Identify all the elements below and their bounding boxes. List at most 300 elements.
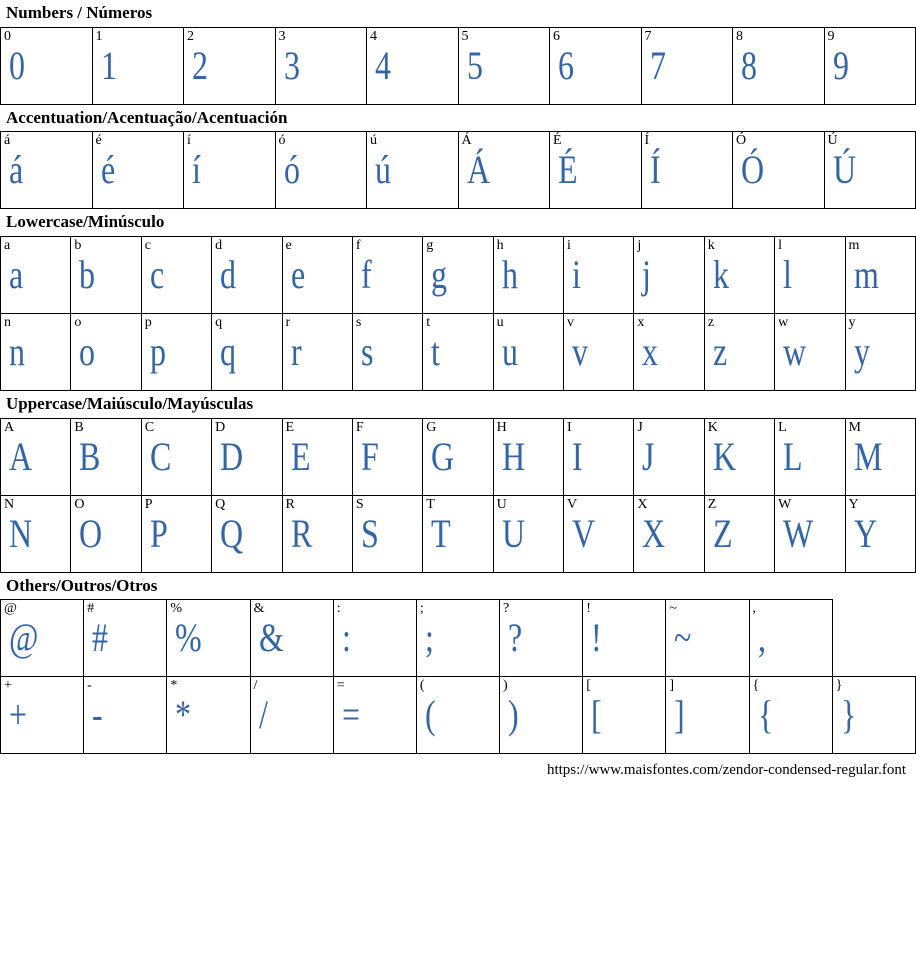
glyph-sample: /: [258, 692, 268, 738]
glyph-sample: y: [853, 329, 870, 375]
glyph-label: y: [848, 315, 856, 331]
glyph-label: R: [285, 496, 295, 512]
glyph-label: ): [503, 678, 508, 694]
glyph-label: :: [336, 601, 341, 617]
glyph-sample: S: [360, 510, 379, 556]
section-title-others: Others/Outros/Otros: [6, 575, 158, 595]
glyph-cell: [1, 237, 71, 314]
glyph-label: g: [426, 238, 434, 254]
glyph-label: 3: [278, 28, 286, 44]
glyph-label: O: [74, 496, 85, 512]
glyph-sample: Q: [220, 510, 244, 556]
glyph-sample: p: [149, 329, 166, 375]
glyph-label: ;: [419, 601, 424, 617]
section-uppercase: [0, 391, 916, 573]
glyph-cell: [775, 314, 845, 391]
glyph-cell: [704, 314, 774, 391]
glyph-label: d: [215, 238, 223, 254]
glyph-label: k: [707, 238, 715, 254]
glyph-cell: [1, 677, 84, 754]
glyph-label: N: [4, 496, 15, 512]
glyph-sample: í: [192, 147, 201, 193]
glyph-sample: b: [79, 252, 96, 298]
glyph-cell: [845, 495, 916, 572]
glyph-cell: [564, 314, 634, 391]
glyph-cell: [141, 237, 211, 314]
glyph-sample: v: [572, 329, 588, 375]
glyph-sample: c: [149, 252, 164, 298]
table-row: [1, 418, 916, 495]
glyph-sample: F: [360, 433, 379, 479]
glyph-sample: ]: [674, 692, 686, 738]
glyph-label: Y: [848, 496, 859, 512]
glyph-label: h: [496, 238, 504, 254]
glyph-sample: j: [642, 252, 652, 298]
glyph-label: v: [567, 315, 574, 331]
glyph-label: á: [4, 133, 11, 149]
glyph-sample: 4: [375, 42, 391, 88]
glyph-cell: [500, 677, 583, 754]
glyph-cell: [458, 27, 550, 104]
glyph-sample: +: [9, 692, 28, 738]
glyph-sample: 8: [741, 42, 757, 88]
glyph-sample: %: [175, 615, 203, 661]
table-row: [1, 495, 916, 572]
glyph-sample: e: [290, 252, 305, 298]
glyph-sample: ;: [424, 615, 434, 661]
section-title-lowercase: Lowercase/Minúsculo: [6, 212, 165, 232]
glyph-sample: o: [79, 329, 96, 375]
glyph-sample: l: [783, 252, 793, 298]
glyph-label: É: [553, 133, 562, 149]
glyph-label: +: [4, 678, 12, 694]
glyph-cell: [184, 132, 276, 209]
glyph-sample: 9: [832, 42, 849, 88]
glyph-cell: [824, 27, 916, 104]
glyph-cell: [71, 495, 141, 572]
glyph-label: c: [144, 238, 151, 254]
glyph-cell: [500, 600, 583, 677]
glyph-cell: [564, 418, 634, 495]
glyph-label: 6: [553, 28, 560, 44]
glyph-sample: t: [431, 329, 441, 375]
glyph-sample: z: [712, 329, 727, 375]
glyph-cell: [666, 677, 749, 754]
glyph-cell: [564, 495, 634, 572]
glyph-label: B: [74, 419, 84, 435]
glyph-label: ó: [278, 133, 286, 149]
glyph-cell: [250, 600, 333, 677]
glyph-sample: D: [220, 433, 244, 479]
glyph-label: M: [848, 419, 861, 435]
glyph-cell: [704, 418, 774, 495]
glyph-cell: [458, 132, 550, 209]
glyph-label: 5: [461, 28, 469, 44]
glyph-label: Ó: [736, 133, 747, 149]
glyph-sample: @: [9, 615, 39, 661]
glyph-table-lowercase: [0, 236, 916, 391]
glyph-cell: [1, 27, 93, 104]
glyph-label: K: [707, 419, 718, 435]
table-row: [1, 132, 916, 209]
glyph-label: u: [496, 315, 504, 331]
glyph-cell: [493, 237, 563, 314]
glyph-label: ]: [669, 678, 675, 694]
glyph-sample: ,: [757, 615, 766, 661]
glyph-label: m: [848, 238, 860, 254]
glyph-sample: 5: [466, 42, 483, 88]
glyph-sample: x: [642, 329, 659, 375]
glyph-sample: 3: [283, 42, 300, 88]
glyph-cell: [352, 418, 422, 495]
glyph-label: p: [144, 315, 152, 331]
glyph-sample: Ú: [832, 147, 856, 193]
glyph-label: X: [637, 496, 648, 512]
glyph-label: E: [285, 419, 295, 435]
glyph-label: W: [778, 496, 792, 512]
glyph-label: C: [144, 419, 155, 435]
glyph-cell: [564, 237, 634, 314]
glyph-cell: [416, 600, 499, 677]
glyph-cell: [634, 314, 704, 391]
glyph-sample: B: [79, 433, 101, 479]
glyph-label: T: [426, 496, 435, 512]
glyph-sample: O: [79, 510, 103, 556]
glyph-cell: [367, 132, 459, 209]
glyph-label: 2: [187, 28, 194, 44]
glyph-sample: }: [840, 692, 857, 738]
glyph-cell: [749, 677, 832, 754]
glyph-sample: 2: [192, 42, 208, 88]
glyph-label: f: [355, 238, 361, 254]
glyph-label: 8: [736, 28, 743, 44]
glyph-label: I: [567, 419, 572, 435]
glyph-sample: u: [501, 329, 518, 375]
glyph-cell: [71, 314, 141, 391]
glyph-sample: V: [572, 510, 596, 556]
glyph-cell: [71, 418, 141, 495]
glyph-cell: [583, 600, 666, 677]
glyph-label: 0: [4, 28, 11, 44]
glyph-cell: [141, 495, 211, 572]
glyph-cell: [423, 418, 493, 495]
glyph-label: U: [496, 496, 507, 512]
glyph-sample: {: [757, 692, 773, 738]
glyph-label: P: [144, 496, 153, 512]
glyph-cell: [184, 27, 276, 104]
glyph-sample: R: [290, 510, 312, 556]
glyph-cell: [733, 27, 825, 104]
glyph-cell: [92, 132, 184, 209]
glyph-label: s: [355, 315, 362, 331]
glyph-label: V: [567, 496, 578, 512]
glyph-cell: [423, 237, 493, 314]
glyph-cell: [212, 314, 282, 391]
glyph-sample: L: [783, 433, 803, 479]
glyph-sample: [: [591, 692, 602, 738]
glyph-cell: [212, 495, 282, 572]
glyph-cell: [92, 27, 184, 104]
glyph-sample: i: [572, 252, 581, 298]
glyph-sample: ): [508, 692, 519, 738]
glyph-sample: n: [9, 329, 25, 375]
table-row: [1, 314, 916, 391]
glyph-label: q: [215, 315, 223, 331]
glyph-cell: [845, 237, 916, 314]
glyph-label: /: [253, 678, 258, 694]
glyph-sample: Y: [853, 510, 877, 556]
glyph-cell: [423, 495, 493, 572]
glyph-cell: [775, 237, 845, 314]
glyph-cell: [84, 677, 167, 754]
glyph-cell: [282, 495, 352, 572]
glyph-sample: Í: [649, 147, 661, 193]
glyph-sample: Ó: [741, 147, 765, 193]
glyph-sample: K: [712, 433, 736, 479]
glyph-cell: [212, 237, 282, 314]
glyph-sample: A: [9, 433, 33, 479]
glyph-label: *: [170, 678, 178, 694]
glyph-sample: T: [431, 510, 451, 556]
glyph-cell: [704, 495, 774, 572]
glyph-sample: &: [258, 615, 284, 661]
glyph-label: 1: [95, 28, 103, 44]
glyph-sample: 7: [649, 42, 666, 88]
glyph-label: é: [95, 133, 102, 149]
glyph-sample: h: [501, 252, 518, 298]
section-others: [0, 573, 916, 755]
glyph-label: -: [87, 678, 92, 694]
glyph-table-others: [0, 599, 916, 754]
glyph-sample: G: [431, 433, 455, 479]
glyph-cell: [71, 237, 141, 314]
glyph-cell: [423, 314, 493, 391]
glyph-label: r: [285, 315, 291, 331]
glyph-cell: [1, 495, 71, 572]
glyph-sample: r: [290, 329, 302, 375]
glyph-sample: ?: [508, 615, 523, 661]
glyph-label: ~: [669, 601, 677, 617]
glyph-sample: =: [341, 692, 360, 738]
glyph-label: Í: [644, 133, 650, 149]
glyph-cell: [352, 495, 422, 572]
glyph-label: 7: [644, 28, 652, 44]
glyph-table-accentuation: [0, 131, 916, 209]
glyph-cell: [1, 314, 71, 391]
glyph-cell: [641, 27, 733, 104]
glyph-sample: É: [558, 147, 578, 193]
glyph-cell: [832, 677, 915, 754]
table-row: [1, 600, 916, 677]
glyph-sample: ó: [283, 147, 300, 193]
glyph-cell: [634, 237, 704, 314]
glyph-label: @: [4, 601, 17, 617]
section-numbers: [0, 0, 916, 105]
glyph-label: l: [778, 238, 783, 254]
glyph-sample: W: [783, 510, 814, 556]
section-accentuation: [0, 105, 916, 210]
glyph-label: i: [567, 238, 571, 254]
glyph-label: ú: [370, 133, 377, 149]
glyph-label: x: [637, 315, 645, 331]
glyph-sample: q: [220, 329, 237, 375]
glyph-cell: [775, 418, 845, 495]
glyph-label: J: [637, 419, 643, 435]
glyph-cell: [352, 314, 422, 391]
glyph-cell: [212, 418, 282, 495]
glyph-sample: w: [783, 329, 807, 375]
glyph-sample: M: [853, 433, 882, 479]
glyph-cell: [550, 132, 642, 209]
glyph-cell: [749, 600, 832, 677]
glyph-cell: [493, 314, 563, 391]
glyph-sample: *: [175, 692, 192, 738]
glyph-label: [: [586, 678, 591, 694]
glyph-cell: [824, 132, 916, 209]
glyph-sample: 1: [100, 42, 117, 88]
glyph-cell: [634, 418, 704, 495]
glyph-sample: !: [591, 615, 602, 661]
glyph-sample: #: [92, 615, 109, 661]
glyph-label: }: [835, 678, 843, 694]
glyph-cell: [416, 677, 499, 754]
glyph-cell: [845, 314, 916, 391]
table-row: [1, 27, 916, 104]
glyph-sample: :: [341, 615, 351, 661]
glyph-label: Ú: [827, 133, 838, 149]
glyph-sample: P: [149, 510, 168, 556]
glyph-cell: [733, 132, 825, 209]
glyph-label: Á: [461, 133, 472, 149]
glyph-label: e: [285, 238, 292, 254]
glyph-cell: [333, 677, 416, 754]
glyph-label: o: [74, 315, 82, 331]
glyph-sample: s: [360, 329, 374, 375]
glyph-cell: [666, 600, 749, 677]
glyph-label: H: [496, 419, 507, 435]
table-row: [1, 677, 916, 754]
glyph-cell: [704, 237, 774, 314]
glyph-sample: X: [642, 510, 666, 556]
glyph-label: A: [4, 419, 15, 435]
glyph-label: b: [74, 238, 82, 254]
glyph-cell: [352, 237, 422, 314]
glyph-cell: [167, 600, 250, 677]
glyph-cell: [367, 27, 459, 104]
glyph-sample: é: [100, 147, 115, 193]
glyph-label: Q: [215, 496, 226, 512]
glyph-cell: [775, 495, 845, 572]
glyph-sample: I: [572, 433, 583, 479]
glyph-cell: [583, 677, 666, 754]
glyph-table-uppercase: [0, 418, 916, 573]
glyph-sample: N: [9, 510, 33, 556]
source-url[interactable]: https://www.maisfontes.com/zendor-condensed-regular.font: [546, 762, 906, 779]
glyph-cell: [141, 314, 211, 391]
glyph-sample: Á: [466, 147, 490, 193]
glyph-sample: H: [501, 433, 525, 479]
glyph-label: 9: [827, 28, 835, 44]
glyph-label: w: [778, 315, 789, 331]
glyph-sample: 0: [9, 42, 25, 88]
glyph-label: G: [426, 419, 437, 435]
section-title-accentuation: Accentuation/Acentuação/Acentuación: [6, 107, 288, 127]
glyph-sample: -: [92, 692, 103, 738]
glyph-label: D: [215, 419, 226, 435]
glyph-cell: [84, 600, 167, 677]
glyph-sample: C: [149, 433, 172, 479]
glyph-cell: [493, 495, 563, 572]
glyph-cell: [275, 132, 367, 209]
glyph-cell: [1, 600, 84, 677]
section-lowercase: [0, 209, 916, 391]
glyph-label: 4: [370, 28, 377, 44]
glyph-label: n: [4, 315, 11, 331]
glyph-sample: d: [220, 252, 237, 298]
glyph-cell: [141, 418, 211, 495]
table-row: [1, 237, 916, 314]
glyph-cell: [634, 495, 704, 572]
glyph-cell: [550, 27, 642, 104]
glyph-table-numbers: [0, 27, 916, 105]
glyph-label: {: [752, 678, 760, 694]
glyph-sample: g: [431, 252, 448, 298]
glyph-sample: m: [853, 252, 879, 298]
glyph-label: ,: [752, 601, 757, 617]
section-title-numbers: Numbers / Números: [6, 3, 153, 22]
glyph-sample: E: [290, 433, 311, 479]
glyph-cell: [1, 132, 93, 209]
glyph-cell: [493, 418, 563, 495]
glyph-sample: ú: [375, 147, 391, 193]
glyph-sample: J: [642, 433, 655, 479]
glyph-cell: [282, 314, 352, 391]
glyph-sample: (: [424, 692, 436, 738]
glyph-sample: á: [9, 147, 24, 193]
glyph-label: í: [187, 133, 191, 149]
glyph-label: F: [355, 419, 364, 435]
glyph-label: L: [778, 419, 787, 435]
glyph-cell: [333, 600, 416, 677]
glyph-sample: ~: [674, 615, 692, 661]
glyph-label: #: [87, 601, 95, 617]
glyph-sample: a: [9, 252, 24, 298]
glyph-label: z: [707, 315, 714, 331]
glyph-cell: [641, 132, 733, 209]
glyph-sample: 6: [558, 42, 574, 88]
glyph-label: %: [170, 601, 183, 617]
glyph-sample: f: [360, 252, 372, 298]
section-title-uppercase: Uppercase/Maiúsculo/Mayúsculas: [6, 394, 254, 414]
glyph-cell: [250, 677, 333, 754]
glyph-cell: [282, 237, 352, 314]
glyph-label: !: [586, 601, 591, 617]
glyph-cell: [845, 418, 916, 495]
glyph-label: (: [419, 678, 425, 694]
glyph-label: =: [336, 678, 345, 694]
glyph-cell: [1, 418, 71, 495]
glyph-label: j: [637, 238, 642, 254]
glyph-label: S: [355, 496, 364, 512]
glyph-cell: [282, 418, 352, 495]
glyph-sample: U: [501, 510, 525, 556]
glyph-label: a: [4, 238, 11, 254]
glyph-label: t: [426, 315, 431, 331]
glyph-cell: [275, 27, 367, 104]
glyph-sample: k: [712, 252, 729, 298]
glyph-label: &: [253, 601, 265, 617]
glyph-sample: Z: [712, 510, 733, 556]
